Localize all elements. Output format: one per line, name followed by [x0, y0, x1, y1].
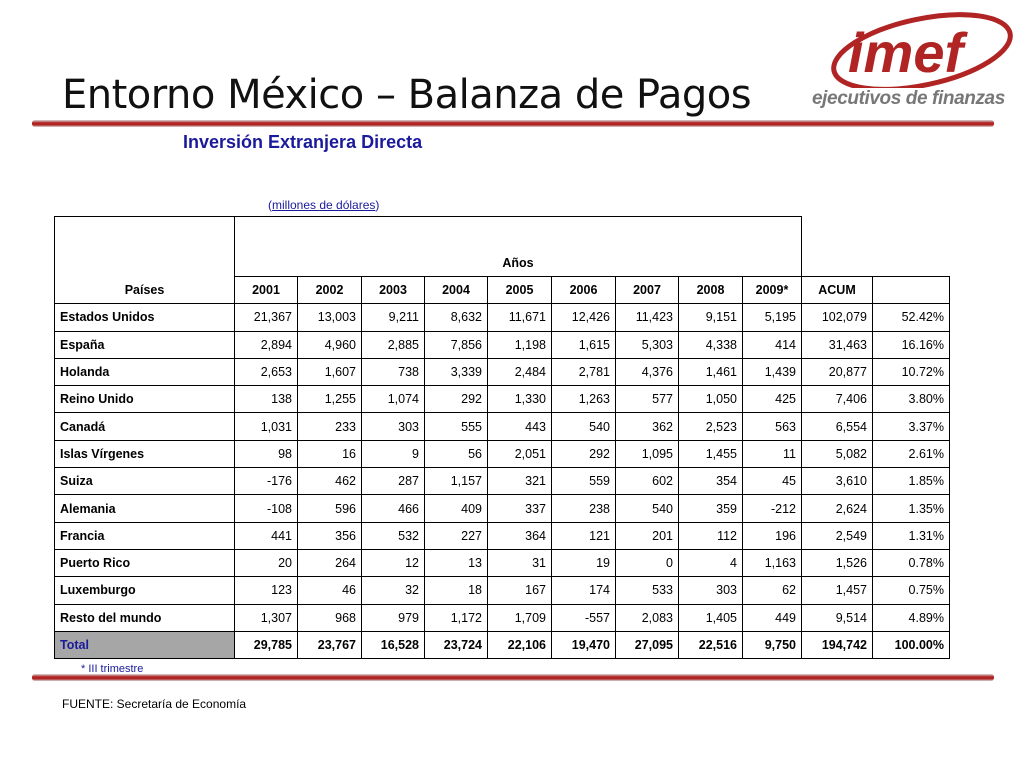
value-cell: 409: [425, 495, 488, 522]
value-cell: 62: [743, 577, 802, 604]
value-cell: 4,338: [679, 331, 743, 358]
value-cell: 9,514: [802, 604, 873, 631]
value-cell: 596: [298, 495, 362, 522]
country-cell: Resto del mundo: [55, 604, 235, 631]
value-cell: 3,339: [425, 358, 488, 385]
value-cell: 264: [298, 549, 362, 576]
value-cell: 1.31%: [873, 522, 950, 549]
value-cell: 1,031: [235, 413, 298, 440]
value-cell: 1,330: [488, 386, 552, 413]
imef-logo: [812, 8, 1018, 118]
country-cell: Alemania: [55, 495, 235, 522]
units-note: (millones de dólares): [268, 198, 380, 212]
column-header: 2009*: [743, 277, 802, 304]
value-cell: 22,516: [679, 631, 743, 658]
country-cell: Puerto Rico: [55, 549, 235, 576]
value-cell: 112: [679, 522, 743, 549]
value-cell: 449: [743, 604, 802, 631]
value-cell: 56: [425, 440, 488, 467]
logo-wordmark: imef: [848, 21, 964, 84]
value-cell: 1,095: [616, 440, 679, 467]
value-cell: 121: [552, 522, 616, 549]
country-cell: Canadá: [55, 413, 235, 440]
country-cell: Suiza: [55, 468, 235, 495]
column-header: 2002: [298, 277, 362, 304]
value-cell: 1,615: [552, 331, 616, 358]
value-cell: 1,461: [679, 358, 743, 385]
imef-logo-mark: [812, 8, 1018, 88]
value-cell: 19: [552, 549, 616, 576]
value-cell: 4: [679, 549, 743, 576]
country-cell: Islas Vírgenes: [55, 440, 235, 467]
value-cell: 303: [679, 577, 743, 604]
header-blank: [802, 217, 950, 277]
value-cell: 52.42%: [873, 304, 950, 331]
value-cell: 123: [235, 577, 298, 604]
value-cell: 425: [743, 386, 802, 413]
value-cell: 1,050: [679, 386, 743, 413]
column-header: 2001: [235, 277, 298, 304]
value-cell: 337: [488, 495, 552, 522]
footnote: * III trimestre: [81, 663, 144, 675]
country-cell: Reino Unido: [55, 386, 235, 413]
value-cell: 354: [679, 468, 743, 495]
value-cell: 196: [743, 522, 802, 549]
value-cell: 27,095: [616, 631, 679, 658]
value-cell: 46: [298, 577, 362, 604]
value-cell: 5,303: [616, 331, 679, 358]
value-cell: 23,767: [298, 631, 362, 658]
value-cell: 201: [616, 522, 679, 549]
value-cell: 0: [616, 549, 679, 576]
value-cell: 11,671: [488, 304, 552, 331]
slide-title: Entorno México – Balanza de Pagos: [62, 72, 752, 118]
value-cell: 22,106: [488, 631, 552, 658]
value-cell: -212: [743, 495, 802, 522]
value-cell: 443: [488, 413, 552, 440]
table-row: [55, 358, 950, 385]
value-cell: 364: [488, 522, 552, 549]
value-cell: 359: [679, 495, 743, 522]
value-cell: 11,423: [616, 304, 679, 331]
total-row: [55, 631, 950, 658]
table-body: [55, 304, 950, 659]
slide-subtitle: Inversión Extranjera Directa: [183, 132, 423, 152]
value-cell: 9: [362, 440, 425, 467]
value-cell: 292: [425, 386, 488, 413]
value-cell: 4.89%: [873, 604, 950, 631]
value-cell: 98: [235, 440, 298, 467]
value-cell: 10.72%: [873, 358, 950, 385]
value-cell: 102,079: [802, 304, 873, 331]
table-row: [55, 304, 950, 331]
value-cell: 2,653: [235, 358, 298, 385]
value-cell: 7,406: [802, 386, 873, 413]
countries-header: Países: [55, 217, 235, 304]
value-cell: 31: [488, 549, 552, 576]
value-cell: 1,074: [362, 386, 425, 413]
value-cell: -557: [552, 604, 616, 631]
value-cell: 540: [616, 495, 679, 522]
value-cell: 19,470: [552, 631, 616, 658]
column-header: 2004: [425, 277, 488, 304]
value-cell: 559: [552, 468, 616, 495]
value-cell: 2,523: [679, 413, 743, 440]
column-header: ACUM: [802, 277, 873, 304]
years-header: Años: [235, 217, 802, 277]
value-cell: 2,484: [488, 358, 552, 385]
value-cell: 11: [743, 440, 802, 467]
country-cell: Holanda: [55, 358, 235, 385]
value-cell: 1,607: [298, 358, 362, 385]
value-cell: 9,151: [679, 304, 743, 331]
value-cell: 1,457: [802, 577, 873, 604]
column-header: [873, 277, 950, 304]
value-cell: 20,877: [802, 358, 873, 385]
value-cell: 462: [298, 468, 362, 495]
value-cell: 1.85%: [873, 468, 950, 495]
fdi-table: [54, 216, 950, 659]
value-cell: 1,439: [743, 358, 802, 385]
value-cell: 13: [425, 549, 488, 576]
value-cell: 356: [298, 522, 362, 549]
value-cell: 21,367: [235, 304, 298, 331]
value-cell: 45: [743, 468, 802, 495]
column-header: 2007: [616, 277, 679, 304]
value-cell: 968: [298, 604, 362, 631]
value-cell: 1,455: [679, 440, 743, 467]
value-cell: 738: [362, 358, 425, 385]
value-cell: 2,624: [802, 495, 873, 522]
value-cell: 2,083: [616, 604, 679, 631]
value-cell: -108: [235, 495, 298, 522]
table-row: [55, 468, 950, 495]
value-cell: 2,885: [362, 331, 425, 358]
value-cell: 138: [235, 386, 298, 413]
value-cell: 20: [235, 549, 298, 576]
value-cell: 540: [552, 413, 616, 440]
value-cell: 303: [362, 413, 425, 440]
value-cell: 12: [362, 549, 425, 576]
value-cell: 1,405: [679, 604, 743, 631]
value-cell: 194,742: [802, 631, 873, 658]
value-cell: 3.80%: [873, 386, 950, 413]
value-cell: 321: [488, 468, 552, 495]
value-cell: 532: [362, 522, 425, 549]
value-cell: 32: [362, 577, 425, 604]
table-row: [55, 440, 950, 467]
value-cell: 7,856: [425, 331, 488, 358]
source-note: FUENTE: Secretaría de Economía: [62, 697, 247, 711]
value-cell: 362: [616, 413, 679, 440]
table-row: [55, 495, 950, 522]
table-row: [55, 331, 950, 358]
value-cell: 1,255: [298, 386, 362, 413]
value-cell: 466: [362, 495, 425, 522]
table-row: [55, 386, 950, 413]
value-cell: 4,376: [616, 358, 679, 385]
value-cell: 292: [552, 440, 616, 467]
value-cell: 2,894: [235, 331, 298, 358]
value-cell: 18: [425, 577, 488, 604]
value-cell: 16,528: [362, 631, 425, 658]
value-cell: 29,785: [235, 631, 298, 658]
value-cell: 1,307: [235, 604, 298, 631]
country-cell: España: [55, 331, 235, 358]
value-cell: 3.37%: [873, 413, 950, 440]
value-cell: 577: [616, 386, 679, 413]
top-divider: [32, 120, 994, 127]
value-cell: 1,709: [488, 604, 552, 631]
value-cell: 233: [298, 413, 362, 440]
value-cell: 3,610: [802, 468, 873, 495]
value-cell: 1,263: [552, 386, 616, 413]
value-cell: 238: [552, 495, 616, 522]
table-row: [55, 522, 950, 549]
value-cell: 167: [488, 577, 552, 604]
column-header: 2008: [679, 277, 743, 304]
country-cell: Total: [55, 631, 235, 658]
table-row: [55, 604, 950, 631]
value-cell: 174: [552, 577, 616, 604]
logo-tagline: ejecutivos de finanzas: [812, 88, 1005, 109]
value-cell: 13,003: [298, 304, 362, 331]
country-cell: Estados Unidos: [55, 304, 235, 331]
value-cell: 563: [743, 413, 802, 440]
value-cell: 1,172: [425, 604, 488, 631]
value-cell: 9,750: [743, 631, 802, 658]
table-header-years: [55, 217, 950, 277]
value-cell: 2.61%: [873, 440, 950, 467]
value-cell: 414: [743, 331, 802, 358]
table-row: [55, 413, 950, 440]
value-cell: 23,724: [425, 631, 488, 658]
table-row: [55, 549, 950, 576]
value-cell: 1,526: [802, 549, 873, 576]
units-link: millones de dólares: [272, 198, 376, 212]
value-cell: 31,463: [802, 331, 873, 358]
value-cell: 1,198: [488, 331, 552, 358]
country-cell: Francia: [55, 522, 235, 549]
value-cell: 0.78%: [873, 549, 950, 576]
table-row: [55, 577, 950, 604]
value-cell: 555: [425, 413, 488, 440]
column-header: 2005: [488, 277, 552, 304]
value-cell: 12,426: [552, 304, 616, 331]
value-cell: 1,163: [743, 549, 802, 576]
value-cell: -176: [235, 468, 298, 495]
value-cell: 1.35%: [873, 495, 950, 522]
value-cell: 441: [235, 522, 298, 549]
value-cell: 9,211: [362, 304, 425, 331]
country-cell: Luxemburgo: [55, 577, 235, 604]
value-cell: 979: [362, 604, 425, 631]
value-cell: 2,051: [488, 440, 552, 467]
value-cell: 287: [362, 468, 425, 495]
value-cell: 16: [298, 440, 362, 467]
bottom-divider: [32, 674, 994, 681]
value-cell: 602: [616, 468, 679, 495]
value-cell: 8,632: [425, 304, 488, 331]
column-header: 2006: [552, 277, 616, 304]
value-cell: 2,549: [802, 522, 873, 549]
value-cell: 533: [616, 577, 679, 604]
value-cell: 6,554: [802, 413, 873, 440]
value-cell: 1,157: [425, 468, 488, 495]
value-cell: 4,960: [298, 331, 362, 358]
column-header: 2003: [362, 277, 425, 304]
value-cell: 0.75%: [873, 577, 950, 604]
value-cell: 5,082: [802, 440, 873, 467]
value-cell: 100.00%: [873, 631, 950, 658]
value-cell: 2,781: [552, 358, 616, 385]
value-cell: 16.16%: [873, 331, 950, 358]
value-cell: 5,195: [743, 304, 802, 331]
value-cell: 227: [425, 522, 488, 549]
